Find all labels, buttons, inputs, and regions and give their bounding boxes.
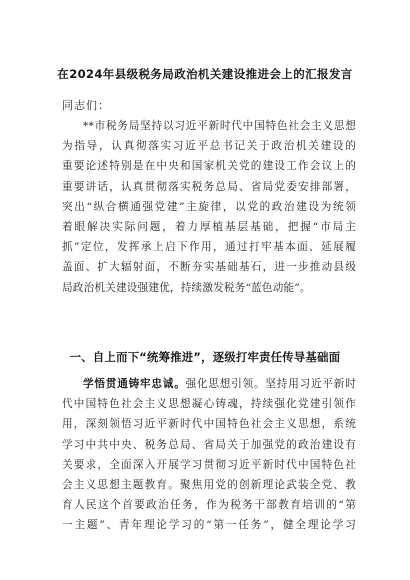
section-heading: 一、自上而下“统筹推进”，逐级打牢责任传导基础面 xyxy=(69,351,341,364)
paragraph-line: 一主题”、青年理论学习的“第一任务”，健全理论学习 xyxy=(62,519,356,532)
paragraph-line: 局政治机关建设强建优，持续激发税务“蓝色动能”。 xyxy=(62,281,311,294)
paragraph-line: 代中国特色社会主义思想凝心铸魂，持续强化党建引领作 xyxy=(62,398,356,411)
intro-paragraph xyxy=(62,116,356,298)
paragraph-line: 育人民这个首要政治任务，作为税务干部教育培训的“第 xyxy=(62,499,356,512)
paragraph-lead: 学悟贯通铸牢忠诚。 xyxy=(83,378,186,390)
paragraph-line: 突出“纵合横通强党建”主旋律，以党的政治建设为统领 xyxy=(62,200,356,213)
paragraph-line: 抓”定位，发挥承上启下作用，通过打牢基本面、延展履 xyxy=(62,241,356,254)
paragraph-line: 盖面、扩大辐射面，不断夯实基础基石，进一步推动县级 xyxy=(62,261,356,274)
paragraph-line: 重要讲话，认真贯彻落实税务总局、省局党委安排部署， xyxy=(62,180,356,193)
paragraph-line: 关要求，全面深入开展学习贯彻习近平新时代中国特色社 xyxy=(62,458,356,471)
section-paragraph xyxy=(62,374,356,536)
paragraph-line-text: 强化思想引领。坚持用习近平新时 xyxy=(185,378,356,390)
paragraph-line: 为指导，认真彻落实习近平总书记关于政治机关建设的 xyxy=(62,140,356,153)
paragraph-line: 重要论述特别是在中央和国家机关党的建设工作会议上的 xyxy=(62,160,356,173)
paragraph-line: 学习中共中央、税务总局、省局关于加强党的政治建设有 xyxy=(62,438,356,451)
paragraph-line: 用，深刻领悟习近平新时代中国特色社会主义思想，系统 xyxy=(62,418,356,431)
salutation: 同志们： xyxy=(62,99,110,112)
document-title: 在2024年县级税务局政治机关建设推进会上的汇报发言 xyxy=(57,67,353,81)
paragraph-line: 着眼解决实际问题，着力厚植基层基础，把握“市局主 xyxy=(62,220,356,233)
paragraph-line xyxy=(62,374,356,394)
paragraph-line: 会主义思想主题教育。聚焦用党的创新理论武装全党、教 xyxy=(62,478,356,491)
paragraph-line: **市税务局坚持以习近平新时代中国特色社会主义思想 xyxy=(83,120,356,132)
